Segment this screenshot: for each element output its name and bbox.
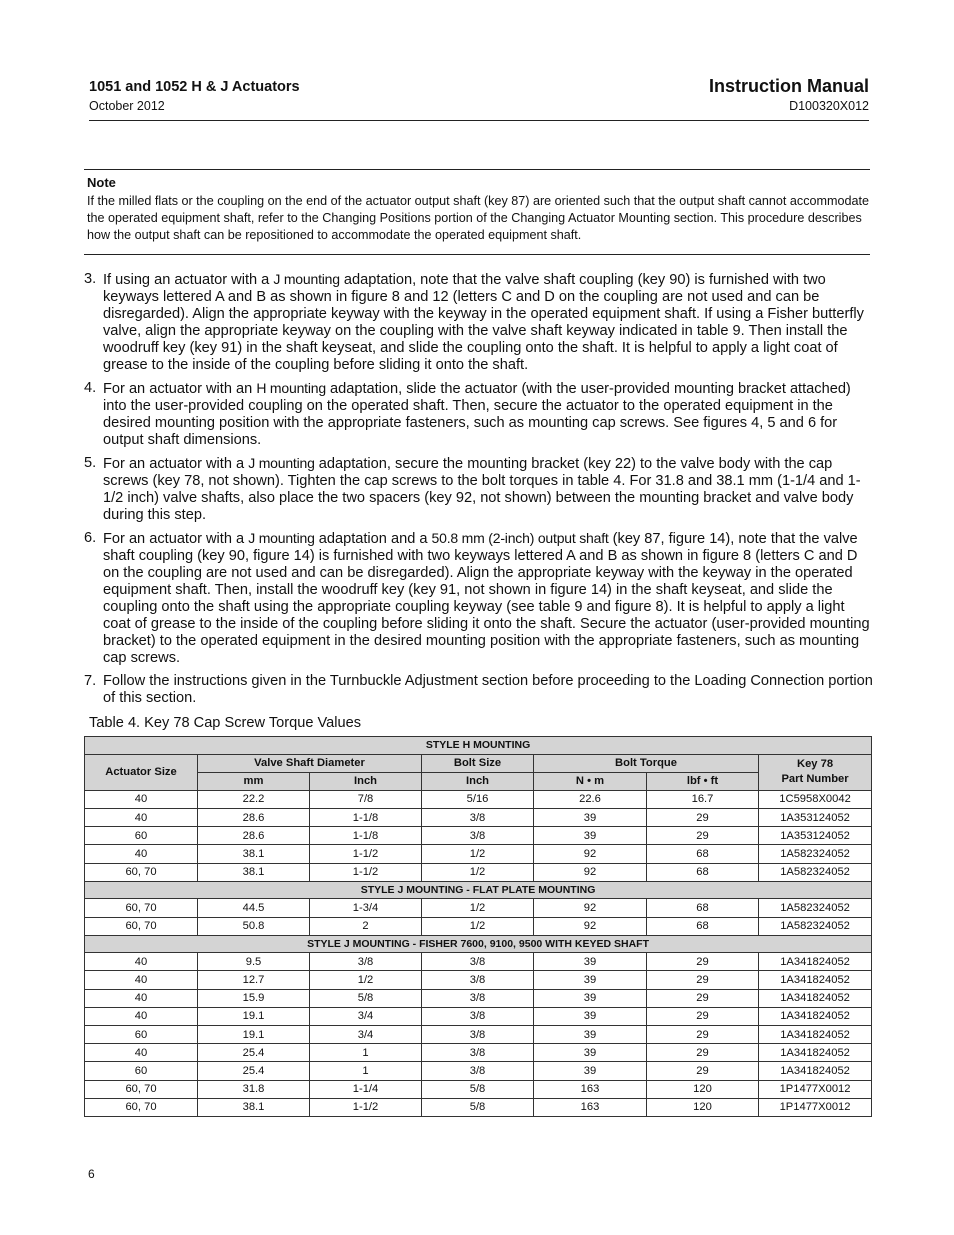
table-cell: 1/2	[422, 863, 534, 881]
step-number: 5.	[84, 455, 97, 471]
step-7: 7. Follow the instructions given in the Turnbuckle Adjustment section before proceeding to the Loading Connection portion of this section.	[84, 673, 873, 706]
table-cell: 68	[647, 845, 759, 863]
table-row	[85, 989, 872, 1007]
table-row	[85, 809, 872, 827]
table-cell: 40	[85, 790, 198, 808]
table-cell: 40	[85, 1044, 198, 1062]
table-cell: 3/8	[310, 953, 422, 971]
note-box	[84, 169, 870, 255]
table-cell: 2	[310, 917, 422, 935]
table-cell: 92	[534, 845, 647, 863]
table-cell: 92	[534, 917, 647, 935]
table-cell: 3/8	[422, 809, 534, 827]
table-cell: 39	[534, 827, 647, 845]
table-cell: 68	[647, 917, 759, 935]
note-title: Note	[87, 175, 116, 190]
table-cell: 1P1477X0012	[759, 1098, 872, 1116]
table-cell: 1A353124052	[759, 809, 872, 827]
table-cell: 29	[647, 809, 759, 827]
table-caption: Table 4. Key 78 Cap Screw Torque Values	[89, 715, 362, 731]
table-cell: 38.1	[198, 1098, 310, 1116]
step-number: 6.	[84, 530, 97, 546]
table-cell: 1/2	[422, 917, 534, 935]
table-cell: 1	[310, 1044, 422, 1062]
table-cell: 25.4	[198, 1044, 310, 1062]
table-cell: 1C5958X0042	[759, 790, 872, 808]
page-header	[89, 78, 869, 121]
table-cell: 39	[534, 989, 647, 1007]
table-cell: 29	[647, 1007, 759, 1025]
table-cell: 1	[310, 1062, 422, 1080]
header-key-part-number: Key 78 Part Number	[759, 754, 872, 790]
mounting-term: H mounting	[256, 380, 326, 396]
table-cell: 29	[647, 1062, 759, 1080]
header-actuator-size: Actuator Size	[85, 754, 198, 790]
table-cell: 25.4	[198, 1062, 310, 1080]
table-cell: 1A341824052	[759, 1044, 872, 1062]
table-cell: 3/8	[422, 971, 534, 989]
header-lbf-ft: lbf • ft	[647, 772, 759, 790]
table-cell: 5/8	[310, 989, 422, 1007]
table-cell: 44.5	[198, 899, 310, 917]
table-cell: 1-1/2	[310, 863, 422, 881]
table-cell: 39	[534, 953, 647, 971]
table-cell: 40	[85, 845, 198, 863]
table-cell: 39	[534, 809, 647, 827]
table-cell: 1P1477X0012	[759, 1080, 872, 1098]
table-row	[85, 1025, 872, 1043]
output-shaft-term: 50.8 mm (2-inch) output shaft	[431, 530, 609, 546]
table-cell: 1-1/8	[310, 827, 422, 845]
mounting-term: J mounting	[248, 455, 315, 471]
document-date: October 2012	[89, 99, 165, 113]
section-title: STYLE J MOUNTING - FLAT PLATE MOUNTING	[85, 881, 872, 899]
table-cell: 40	[85, 1007, 198, 1025]
step-number: 3.	[84, 271, 97, 287]
table-cell: 28.6	[198, 809, 310, 827]
table-cell: 40	[85, 989, 198, 1007]
table-cell: 92	[534, 899, 647, 917]
table-cell: 38.1	[198, 863, 310, 881]
manual-type: Instruction Manual	[708, 76, 869, 96]
table-cell: 92	[534, 863, 647, 881]
table-row	[85, 845, 872, 863]
table-cell: 68	[647, 899, 759, 917]
table-cell: 1/2	[422, 899, 534, 917]
step-number: 4.	[84, 380, 97, 396]
table-cell: 3/4	[310, 1025, 422, 1043]
table-cell: 1-1/2	[310, 1098, 422, 1116]
table-cell: 1A582324052	[759, 863, 872, 881]
table-row	[85, 1062, 872, 1080]
table-cell: 60, 70	[85, 863, 198, 881]
header-valve-shaft-diameter: Valve Shaft Diameter	[198, 754, 422, 772]
table-cell: 1/2	[422, 845, 534, 863]
table-cell: 163	[534, 1080, 647, 1098]
table-row	[85, 899, 872, 917]
table-cell: 19.1	[198, 1025, 310, 1043]
header-bolt-inch: Inch	[422, 772, 534, 790]
mounting-term: J mounting	[248, 530, 315, 546]
table-cell: 3/8	[422, 827, 534, 845]
table-row	[85, 953, 872, 971]
table-cell: 3/8	[422, 989, 534, 1007]
mounting-term: J mounting	[273, 271, 340, 287]
table-cell: 5/8	[422, 1098, 534, 1116]
table-row	[85, 1098, 872, 1116]
document-code: D100320X012	[789, 99, 869, 113]
table-cell: 120	[647, 1098, 759, 1116]
table-cell: 3/8	[422, 1007, 534, 1025]
table-row	[85, 1044, 872, 1062]
table-cell: 5/8	[422, 1080, 534, 1098]
table-cell: 60, 70	[85, 1098, 198, 1116]
table-cell: 28.6	[198, 827, 310, 845]
table-cell: 68	[647, 863, 759, 881]
table-cell: 60, 70	[85, 917, 198, 935]
table-cell: 1A341824052	[759, 1007, 872, 1025]
table-row	[85, 1080, 872, 1098]
table-cell: 29	[647, 1025, 759, 1043]
table-cell: 1-3/4	[310, 899, 422, 917]
header-bolt-torque: Bolt Torque	[534, 754, 759, 772]
table-cell: 1-1/4	[310, 1080, 422, 1098]
table-cell: 39	[534, 1007, 647, 1025]
table-cell: 39	[534, 1025, 647, 1043]
table-cell: 60	[85, 1025, 198, 1043]
table-cell: 1A341824052	[759, 1062, 872, 1080]
header-mm: mm	[198, 772, 310, 790]
table-cell: 1/2	[310, 971, 422, 989]
table-row	[85, 917, 872, 935]
step-number: 7.	[84, 673, 97, 689]
table-cell: 39	[534, 971, 647, 989]
table-cell: 3/8	[422, 1044, 534, 1062]
table-cell: 163	[534, 1098, 647, 1116]
table-cell: 60	[85, 1062, 198, 1080]
torque-table	[84, 736, 872, 1117]
header-inch: Inch	[310, 772, 422, 790]
table-cell: 29	[647, 971, 759, 989]
table-cell: 60	[85, 827, 198, 845]
note-body: If the milled flats or the coupling on the end of the actuator output shaft (key 87) are oriented such that the output shaft cannot accommodate the operated equipment shaft, refer to the Changing Positions portion of the Changing Actuator Mounting section. This procedure describes how the output shaft can be repositioned to accommodate the operated equipment shaft.	[87, 194, 869, 243]
table-row	[85, 1007, 872, 1025]
page-number: 6	[88, 1167, 95, 1181]
table-row	[85, 827, 872, 845]
table-cell: 40	[85, 809, 198, 827]
table-cell: 29	[647, 1044, 759, 1062]
table-cell: 29	[647, 989, 759, 1007]
table-cell: 1A582324052	[759, 899, 872, 917]
table-row	[85, 863, 872, 881]
table-cell: 1A582324052	[759, 917, 872, 935]
step-6: 6. For an actuator with a J mounting adaptation and a 50.8 mm (2-inch) output shaft (key 87, figure 14), note that the valve shaft coupling (key 90, figure 14) is furnished with two keyways lettered A and B as shown in figure 8 (letters C and D on the coupling are not used and can be disregarded). Align the appropriate keyway with the keyway in the operated equipment shaft. Then, install the woodruff key (key 91, not shown in figure 14) in the shaft keyseat, and slide the coupling onto the shaft using the appropriate coupling keyway (see table 9 and figure 8). It is helpful to apply a light coat of grease to the inside of the coupling before sliding it onto the shaft. Secure the actuator (user-provided mounting bracket) to the operated equipment in the desired mounting position with the appropriate fasteners, such as mounting cap screws.	[84, 530, 870, 666]
table-cell: 3/8	[422, 1062, 534, 1080]
table-cell: 60, 70	[85, 1080, 198, 1098]
table-cell: 60, 70	[85, 899, 198, 917]
procedure-steps	[84, 271, 874, 713]
table-cell: 1-1/2	[310, 845, 422, 863]
table-cell: 120	[647, 1080, 759, 1098]
table-row	[85, 971, 872, 989]
table-cell: 40	[85, 953, 198, 971]
table-cell: 29	[647, 953, 759, 971]
table-cell: 39	[534, 1062, 647, 1080]
step-4: 4. For an actuator with an H mounting adaptation, slide the actuator (with the user-provided mounting bracket attached) into the user-provided coupling on the operated shaft. Then, secure the actuator to the operated equipment in the desired mounting position with the appropriate fasteners, such as mounting cap screws. See figures 4, 5 and 6 for output shaft dimensions.	[84, 380, 851, 448]
table-cell: 31.8	[198, 1080, 310, 1098]
step-5: 5. For an actuator with a J mounting adaptation, secure the mounting bracket (key 22) to the valve body with the cap screws (key 78, not shown). Tighten the cap screws to the bolt torques in table 4. For 31.8 and 38.1 mm (1-1/4 and 1-1/2 inch) valve shafts, also place the two spacers (key 92, not shown) between the mounting bracket and valve body during this step.	[84, 455, 861, 523]
table-cell: 5/16	[422, 790, 534, 808]
table-cell: 38.1	[198, 845, 310, 863]
header-bolt-size: Bolt Size	[422, 754, 534, 772]
table-cell: 1A341824052	[759, 1025, 872, 1043]
table-cell: 1A582324052	[759, 845, 872, 863]
table-cell: 3/8	[422, 953, 534, 971]
table-cell: 15.9	[198, 989, 310, 1007]
header-nm: N • m	[534, 772, 647, 790]
table-cell: 7/8	[310, 790, 422, 808]
table-cell: 3/8	[422, 1025, 534, 1043]
table-cell: 12.7	[198, 971, 310, 989]
section-title: STYLE J MOUNTING - FISHER 7600, 9100, 9500 WITH KEYED SHAFT	[85, 935, 872, 953]
table-cell: 9.5	[198, 953, 310, 971]
table-cell: 29	[647, 827, 759, 845]
document-title: 1051 and 1052 H & J Actuators	[89, 79, 300, 95]
table-cell: 1A341824052	[759, 989, 872, 1007]
table-cell: 19.1	[198, 1007, 310, 1025]
table-cell: 50.8	[198, 917, 310, 935]
table-cell: 22.6	[534, 790, 647, 808]
table-cell: 1A341824052	[759, 953, 872, 971]
table-cell: 40	[85, 971, 198, 989]
table-cell: 22.2	[198, 790, 310, 808]
section-title: STYLE H MOUNTING	[85, 737, 872, 755]
table-cell: 1-1/8	[310, 809, 422, 827]
table-cell: 1A353124052	[759, 827, 872, 845]
table-cell: 39	[534, 1044, 647, 1062]
table-cell: 1A341824052	[759, 971, 872, 989]
step-3: 3. If using an actuator with a J mounting adaptation, note that the valve shaft coupling (key 90) is furnished with two keyways lettered A and B as shown in figure 8 and 12 (letters C and D on the coupling are not used and can be disregarded). Align the appropriate keyway with the keyway in the operated equipment shaft. If using a Fisher butterfly valve, align the appropriate keyway on the coupling with the valve shaft keyway indicated in table 9. Then install the woodruff key (key 91) in the shaft keyseat, and slide the coupling onto the shaft. It is helpful to apply a light coat of grease to the inside of the coupling before sliding it onto the shaft.	[84, 271, 864, 373]
table-cell: 16.7	[647, 790, 759, 808]
table-row	[85, 790, 872, 808]
table-cell: 3/4	[310, 1007, 422, 1025]
